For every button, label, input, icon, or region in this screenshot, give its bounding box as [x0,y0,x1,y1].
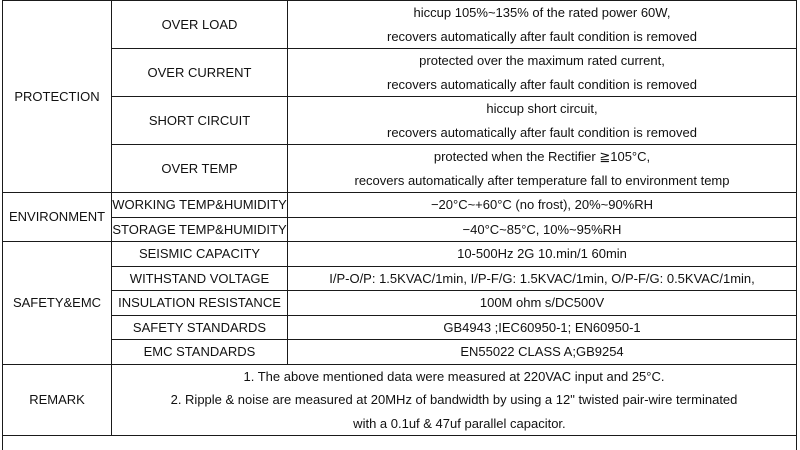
table-row [3,364,797,436]
table-row [3,291,797,316]
value-over-current [288,49,797,97]
category-remark: REMARK [3,364,112,436]
item-working-temp: WORKING TEMP&HUMIDITY [112,193,288,218]
item-over-temp: OVER TEMP [112,145,288,193]
value-safety-standards: GB4943 ;IEC60950-1; EN60950-1 [288,315,797,340]
item-storage-temp: STORAGE TEMP&HUMIDITY [112,217,288,242]
value-over-temp [288,145,797,193]
value-over-load [288,1,797,49]
trailing-row [3,436,797,450]
item-short-circuit: SHORT CIRCUIT [112,97,288,145]
value-line: recovers automatically after fault condition is removed [288,73,796,97]
spec-table [2,0,797,450]
remark-line: 1. The above mentioned data were measured at 220VAC input and 25°C. [112,365,796,389]
remark-line: with a 0.1uf & 47uf parallel capacitor. [112,412,796,436]
table-row [3,145,797,193]
item-safety-standards: SAFETY STANDARDS [112,315,288,340]
value-line: hiccup short circuit, [288,97,796,121]
value-line: protected when the Rectifier ≧105°C, [288,145,796,169]
item-emc-standards: EMC STANDARDS [112,340,288,365]
table-row [3,436,797,450]
item-withstand-voltage: WITHSTAND VOLTAGE [112,266,288,291]
remark-line: 2. Ripple & noise are measured at 20MHz of bandwidth by using a 12" twisted pair-wire terminated [112,388,796,412]
table-row [3,340,797,365]
category-safety-emc: SAFETY&EMC [3,242,112,365]
table-row [3,217,797,242]
category-environment: ENVIRONMENT [3,193,112,242]
value-line: hiccup 105%~135% of the rated power 60W, [288,1,796,25]
value-working-temp: −20°C~+60°C (no frost), 20%~90%RH [288,193,797,218]
value-line: recovers automatically after temperature fall to environment temp [288,169,796,193]
value-short-circuit [288,97,797,145]
table-row [3,315,797,340]
item-seismic: SEISMIC CAPACITY [112,242,288,267]
value-line: recovers automatically after fault condition is removed [288,25,796,49]
value-seismic: 10-500Hz 2G 10.min/1 60min [288,242,797,267]
value-storage-temp: −40°C~85°C, 10%~95%RH [288,217,797,242]
table-row [3,49,797,97]
item-over-current: OVER CURRENT [112,49,288,97]
value-line: protected over the maximum rated current, [288,49,796,73]
value-emc-standards: EN55022 CLASS A;GB9254 [288,340,797,365]
value-withstand-voltage: I/P-O/P: 1.5KVAC/1min, I/P-F/G: 1.5KVAC/1min, O/P-F/G: 0.5KVAC/1min, [288,266,797,291]
item-insulation: INSULATION RESISTANCE [112,291,288,316]
category-protection: PROTECTION [3,1,112,193]
value-insulation: 100M ohm s/DC500V [288,291,797,316]
table-row [3,193,797,218]
value-line: recovers automatically after fault condition is removed [288,121,796,145]
item-over-load: OVER LOAD [112,1,288,49]
remark-text [112,364,797,436]
table-row [3,1,797,49]
table-row [3,242,797,267]
table-row [3,97,797,145]
table-row [3,266,797,291]
